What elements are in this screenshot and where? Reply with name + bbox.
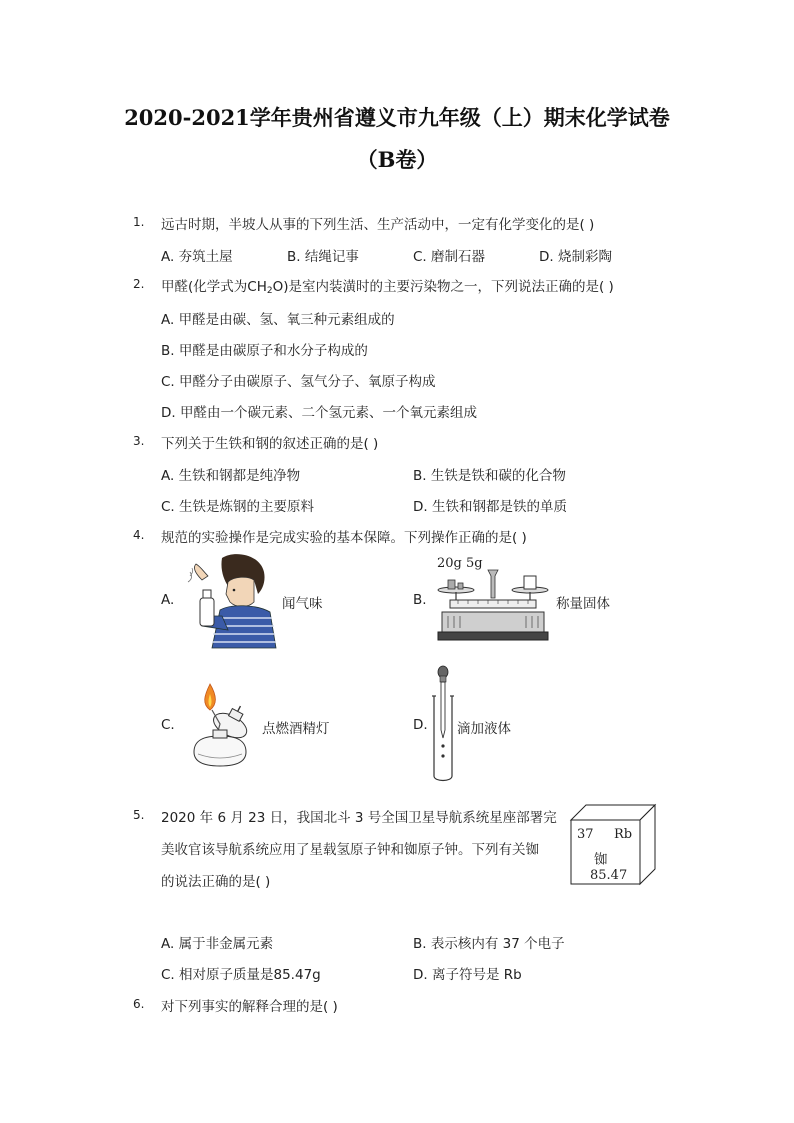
q4-option-a-label: 闻气味 xyxy=(282,596,323,612)
page-subtitle: （B卷） xyxy=(356,147,438,172)
q6-number: 6. xyxy=(133,997,145,1011)
q2-option-c: C. 甲醛分子由碳原子、氢气分子、氧原子构成 xyxy=(161,374,436,390)
weights-label: 20g 5g xyxy=(437,556,483,571)
q3-text: 下列关于生铁和钢的叙述正确的是( ) xyxy=(161,436,379,452)
smell-gas-illustration xyxy=(182,550,280,650)
q3-option-b: B. 生铁是铁和碳的化合物 xyxy=(413,468,566,484)
q5-text-line2: 美收官该导航系统应用了星载氢原子钟和铷原子钟。下列有关铷 xyxy=(161,842,539,858)
q2-text: 甲醛(化学式为$CH_2O$)是室内装潢时的主要污染物之一，下列说法正确的是( ) xyxy=(161,279,614,296)
q1-option-d: D. 烧制彩陶 xyxy=(539,249,612,265)
dropper-test-tube-illustration xyxy=(430,664,456,786)
page-title: 2020-2021学年贵州省遵义市九年级（上）期末化学试卷 xyxy=(124,105,670,130)
q4-number: 4. xyxy=(133,528,145,542)
q5-option-b: B. 表示核内有 37 个电子 xyxy=(413,936,565,952)
q4-option-c-label: 点燃酒精灯 xyxy=(262,721,330,737)
q3-option-d: D. 生铁和钢都是铁的单质 xyxy=(413,499,567,515)
q2-option-b: B. 甲醛是由碳原子和水分子构成的 xyxy=(161,343,368,359)
q4-option-d-label: 滴加液体 xyxy=(457,721,511,737)
q3-option-c: C. 生铁是炼钢的主要原料 xyxy=(161,499,315,515)
alcohol-lamp-illustration xyxy=(180,680,262,772)
element-mass: 85.47 xyxy=(590,868,628,883)
q5-text-line1: 2020 年 6 月 23 日，我国北斗 3 号全国卫星导航系统星座部署完 xyxy=(161,810,557,826)
q1-text: 远古时期，半坡人从事的下列生活、生产活动中，一定有化学变化的是( ) xyxy=(161,217,595,233)
q2-option-d: D. 甲醛由一个碳元素、二个氢元素、一个氧元素组成 xyxy=(161,405,477,421)
q1-option-a: A. 夯筑土屋 xyxy=(161,249,233,265)
q5-number: 5. xyxy=(133,808,145,822)
q4-text: 规范的实验操作是完成实验的基本保障。下列操作正确的是( ) xyxy=(161,530,527,546)
q2-option-a: A. 甲醛是由碳、氢、氧三种元素组成的 xyxy=(161,312,395,328)
element-name: 铷 xyxy=(594,852,608,868)
q4-option-c-letter: C. xyxy=(161,717,175,733)
balance-scale-illustration xyxy=(434,568,552,644)
q5-option-d: D. 离子符号是 Rb xyxy=(413,967,522,983)
q6-text: 对下列事实的解释合理的是( ) xyxy=(161,999,338,1015)
q1-number: 1. xyxy=(133,215,145,229)
q4-option-d-letter: D. xyxy=(413,717,428,733)
q3-option-a: A. 生铁和钢都是纯净物 xyxy=(161,468,301,484)
q3-number: 3. xyxy=(133,434,145,448)
q1-option-b: B. 结绳记事 xyxy=(287,249,359,265)
q4-option-b-label: 称量固体 xyxy=(556,596,610,612)
q2-number: 2. xyxy=(133,277,145,291)
q4-option-b-letter: B. xyxy=(413,592,427,608)
q5-option-c: C. 相对原子质量是85.47g xyxy=(161,967,321,983)
q4-option-a-letter: A. xyxy=(161,592,175,608)
q1-option-c: C. 磨制石器 xyxy=(413,249,486,265)
q5-option-a: A. 属于非金属元素 xyxy=(161,936,274,952)
element-symbol: Rb xyxy=(614,827,633,842)
q5-text-line3: 的说法正确的是( ) xyxy=(161,874,271,890)
element-atomic-number: 37 xyxy=(577,827,594,842)
